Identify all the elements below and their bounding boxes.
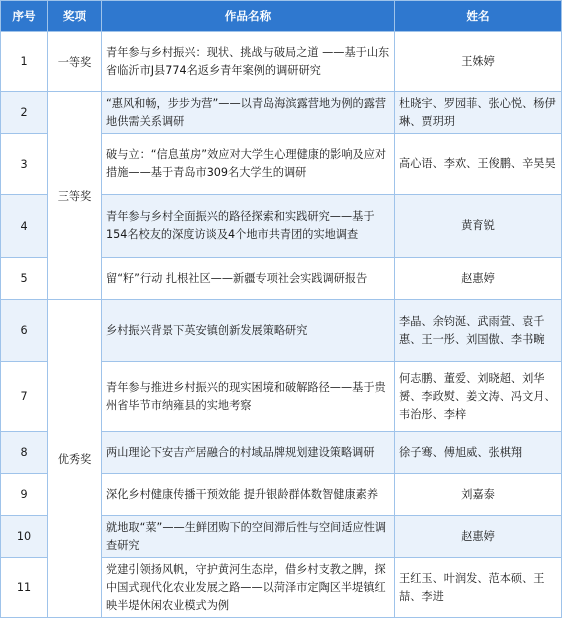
work-title: 青年参与乡村振兴：现状、挑战与破局之道 ——基于山东省临沂市J县774名返乡青年案例的调研研究 [102,32,395,92]
table-row [1,92,562,134]
work-title: 破与立：“信息茧房”效应对大学生心理健康的影响及应对措施——基于青岛市309名大学生的调研 [102,134,395,195]
row-number: 6 [1,300,48,362]
author-names: 高心语、李欢、王俊鹏、辛昊昊 [395,134,562,195]
author-names: 赵惠婷 [395,516,562,558]
row-number: 2 [1,92,48,134]
work-title: 留“籽”行动 扎根社区——新疆专项社会实践调研报告 [102,258,395,300]
row-number: 10 [1,516,48,558]
header-award: 奖项 [48,1,102,32]
header-title: 作品名称 [102,1,395,32]
author-names: 黄育锐 [395,195,562,258]
row-number: 9 [1,474,48,516]
work-title: 党建引领扬风帆，守护黄河生态岸，借乡村支教之脾，探中国式现代化农业发展之路——以菏泽市定陶区半堤镇红映半堤休闲农业模式为例 [102,558,395,618]
award-level-excellence: 优秀奖 [48,300,102,618]
work-title: 青年参与乡村全面振兴的路径探索和实践研究——基于154名校友的深度访谈及4个地市共青团的实地调查 [102,195,395,258]
author-names: 王姝婷 [395,32,562,92]
table-row [1,300,562,362]
author-names: 杜晓宇、罗园菲、张心悦、杨伊琳、贾玥玥 [395,92,562,134]
row-number: 3 [1,134,48,195]
table-row [1,32,562,92]
row-number: 11 [1,558,48,618]
header-index: 序号 [1,1,48,32]
author-names: 徐子骞、傅旭威、张棋翔 [395,432,562,474]
award-level-third: 三等奖 [48,92,102,300]
row-number: 5 [1,258,48,300]
award-level-first: 一等奖 [48,32,102,92]
author-names: 何志鹏、董爱、刘晓超、刘华赟、李政熨、姜文涛、冯文月、韦治彤、李梓 [395,362,562,432]
work-title: 就地取“菜”——生鲜团购下的空间滞后性与空间适应性调查研究 [102,516,395,558]
row-number: 4 [1,195,48,258]
work-title: 两山理论下安吉产居融合的村域品牌规划建设策略调研 [102,432,395,474]
work-title: 青年参与推进乡村振兴的现实困境和破解路径——基于贵州省毕节市纳雍县的实地考察 [102,362,395,432]
work-title: 乡村振兴背景下英安镇创新发展策略研究 [102,300,395,362]
header-name: 姓名 [395,1,562,32]
author-names: 李晶、余钧涎、武雨萱、袁千惠、王一彤、刘国傲、李书畹 [395,300,562,362]
header-row [1,1,562,32]
work-title: “惠风和畅，步步为营”——以青岛海滨露营地为例的露营地供需关系调研 [102,92,395,134]
row-number: 1 [1,32,48,92]
row-number: 7 [1,362,48,432]
work-title: 深化乡村健康传播干预效能 提升银龄群体数智健康素养 [102,474,395,516]
author-names: 刘嘉泰 [395,474,562,516]
author-names: 王红玉、叶润发、范本硕、王喆、李进 [395,558,562,618]
author-names: 赵惠婷 [395,258,562,300]
row-number: 8 [1,432,48,474]
